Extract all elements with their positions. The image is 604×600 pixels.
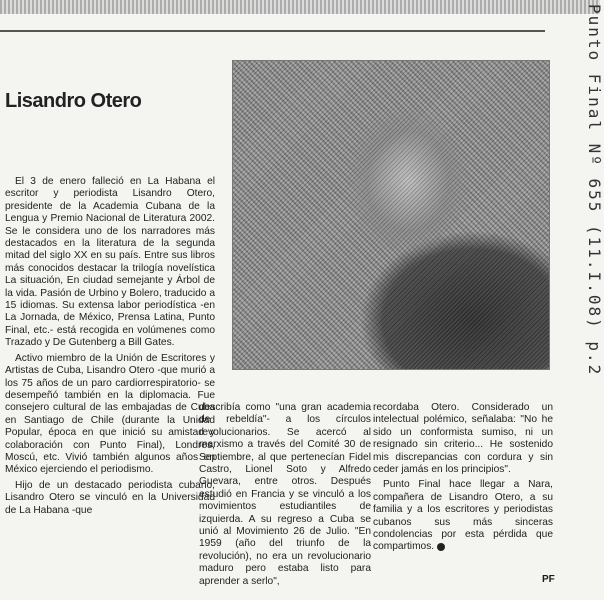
signature: PF — [542, 574, 555, 585]
column-3 — [373, 402, 553, 598]
paragraph: Activo miembro de la Unión de Escritores y Artistas de Cuba, Lisandro Otero -que murió a los 75 años de un paro cardiorrespiratorio- se desempeñó también en la diplomacia. Fue consejero cultural de las embajadas de Cuba en Santiago de Chile (durante la Unidad Popular, época en que inició su amistad y colaboración con Punto Final), Londres, Moscú, etc. Vivió también algunos años en México ejerciendo el periodismo. — [5, 352, 215, 476]
paragraph: recordaba Otero. Considerado un intelectual polémico, señalaba: "No he sido un conformista sumiso, ni un resignado sin criterio... He sostenido mis discrepancias con cordura y sin ceder jamás en los principios". — [373, 402, 553, 476]
top-rule — [0, 30, 545, 32]
column-1 — [5, 176, 215, 596]
paragraph: El 3 de enero falleció en La Habana el escritor y periodista Lisandro Otero, presidente de la Academia Cubana de la Lengua y Premio Nacional de Literatura 2002. Se le considera uno de los narradores más destacados en la literatura de la segunda mitad del siglo XX en su país. Entre sus libros más conocidos destacar la trilogía novelística La situación, En ciudad semejante y Árbol de la vida. Pasión de Urbino y Bolero, traducido a 15 idiomas. Su extensa labor periodística -en La Jornada, de México, Prensa Latina, Punto Final, etc.- está recogida en volúmenes como Trazado y De Gutenberg a Bill Gates. — [5, 176, 215, 349]
halftone-texture — [233, 61, 549, 369]
article-title: Lisandro Otero — [5, 90, 142, 112]
closing-text: Punto Final hace llegar a Nara, compañera de Lisandro Otero, a su familia y a los escritores y periodistas cubanos sus más sinceras condolencias por esta pérdida que compartimos. — [373, 479, 553, 553]
column-2 — [199, 402, 371, 598]
handwritten-annotation: Punto Final Nº 655 (11.I.08) p.2 — [585, 4, 604, 377]
paragraph: describía como "una gran academia de rebeldía"- a los círculos revolucionarios. Se acercó al marxismo a través del Comité 30 de Septiembre, al que pertenecían Fidel Castro, Lionel Soto y Alfredo Guevara, entre otros. Después estudió en Francia y se vinculó a los movimientos estudiantiles de izquierda. A su regreso a Cuba se unió al Movimiento 26 de Julio. "En 1959 (año del triunfo de la revolución), no era un revolucionario maduro pero estaba listo para aprender a serlo", — [199, 402, 371, 587]
paragraph: Hijo de un destacado periodista cubano, Lisandro Otero se vinculó en la Universidad de La Habana -que — [5, 479, 215, 516]
paragraph — [373, 479, 553, 553]
top-halftone-band — [0, 0, 600, 14]
portrait-photo — [232, 60, 550, 370]
end-mark-icon — [437, 543, 445, 551]
